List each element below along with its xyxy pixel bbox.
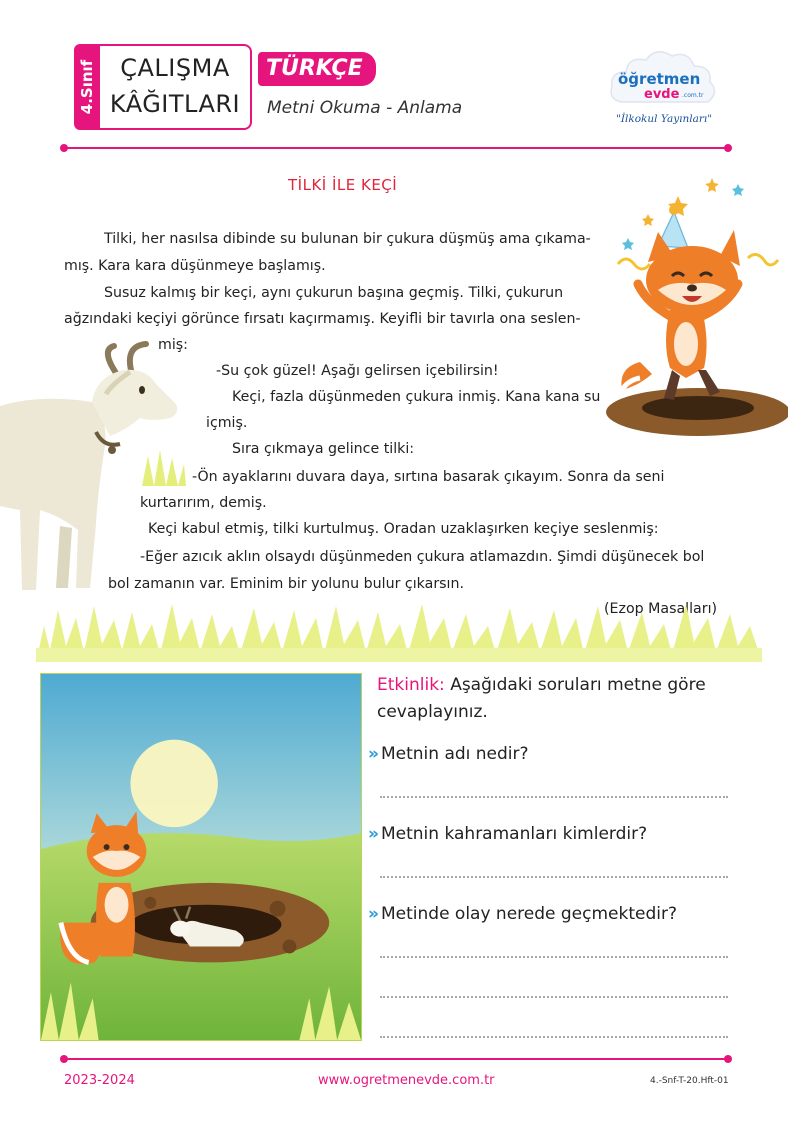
chevron-right-icon: » xyxy=(368,824,379,844)
story-source: (Ezop Masalları) xyxy=(604,601,718,617)
story-line: içmiş. xyxy=(206,415,248,431)
story-line: ağzındaki keçiyi görünce fırsatı kaçırmamış. Keyifli bir tavırla ona seslen- xyxy=(64,311,581,327)
grass-strip xyxy=(36,596,762,662)
chevron-right-icon: » xyxy=(368,744,379,764)
logo-tagline: "İlkokul Yayınları" xyxy=(616,113,713,125)
story-line: mış. Kara kara düşünmeye başlamış. xyxy=(64,258,326,274)
answer-line[interactable] xyxy=(380,876,728,878)
question-text: Metnin kahramanları kimlerdir? xyxy=(380,824,648,844)
question-text: Metinde olay nerede geçmektedir? xyxy=(380,904,678,924)
question-item xyxy=(368,904,677,924)
title-line-1: ÇALIŞMA xyxy=(120,54,230,82)
question-item xyxy=(368,824,647,844)
question-item xyxy=(368,744,529,764)
grade-label: 4.Sınıf xyxy=(78,59,96,115)
grade-tab xyxy=(74,44,100,130)
subtopic: Metni Okuma - Anlama xyxy=(267,98,463,118)
answer-line[interactable] xyxy=(380,796,728,798)
fox-goat-scene-illustration xyxy=(40,673,362,1041)
activity-instruction xyxy=(377,672,722,726)
story-line: bol zamanın var. Eminim bir yolunu bulur çıkarsın. xyxy=(108,576,464,592)
grass-tuft xyxy=(140,446,188,486)
story-line: Keçi, fazla düşünmeden çukura inmiş. Kana kana su xyxy=(232,389,601,405)
footer-year: 2023-2024 xyxy=(64,1073,135,1088)
story-line: -Ön ayaklarını duvara daya, sırtına basarak çıkayım. Sonra da seni xyxy=(192,469,665,485)
answer-line[interactable] xyxy=(380,956,728,958)
story-line: -Su çok güzel! Aşağı gelirsen içebilirsin! xyxy=(216,363,499,379)
story-line: Sıra çıkmaya gelince tilki: xyxy=(232,441,415,457)
worksheet-title-box xyxy=(100,44,252,130)
chevron-right-icon: » xyxy=(368,904,379,924)
story-title: TİLKİ İLE KEÇİ xyxy=(288,176,398,194)
logo-domain: .com.tr xyxy=(682,92,704,99)
footer-url-link[interactable]: www.ogretmenevde.com.tr xyxy=(318,1073,495,1088)
story-line: Tilki, her nasılsa dibinde su bulunan bir çukura düşmüş ama çıkama- xyxy=(104,231,591,247)
story-line: miş: xyxy=(158,337,188,353)
activity-instruction-text: Aşağıdaki soruları metne göre cevaplayınız. xyxy=(377,675,706,722)
question-text: Metnin adı nedir? xyxy=(380,744,529,764)
story-line: Susuz kalmış bir keçi, aynı çukurun başına geçmiş. Tilki, çukurun xyxy=(104,285,564,301)
title-line-2: KÂĞITLARI xyxy=(109,90,241,118)
logo-word-bottom: evde xyxy=(644,87,680,102)
story-line: Keçi kabul etmiş, tilki kurtulmuş. Oradan uzaklaşırken keçiye seslenmiş: xyxy=(148,521,659,537)
story-line: -Eğer azıcık aklın olsaydı düşünmeden çukura atlamazdın. Şimdi düşünecek bol xyxy=(140,549,705,565)
logo-word-top: öğretmen xyxy=(618,70,701,88)
story-line: kurtarırım, demiş. xyxy=(140,495,267,511)
happy-fox-illustration xyxy=(588,172,788,452)
activity-label: Etkinlik: xyxy=(377,675,445,695)
answer-line[interactable] xyxy=(380,996,728,998)
footer-divider xyxy=(64,1058,728,1060)
subject-badge: TÜRKÇE xyxy=(258,52,376,86)
answer-line[interactable] xyxy=(380,1036,728,1038)
header-divider xyxy=(64,147,728,149)
footer-code: 4.-Snf-T-20.Hft-01 xyxy=(650,1076,729,1086)
publisher-logo xyxy=(602,44,724,134)
